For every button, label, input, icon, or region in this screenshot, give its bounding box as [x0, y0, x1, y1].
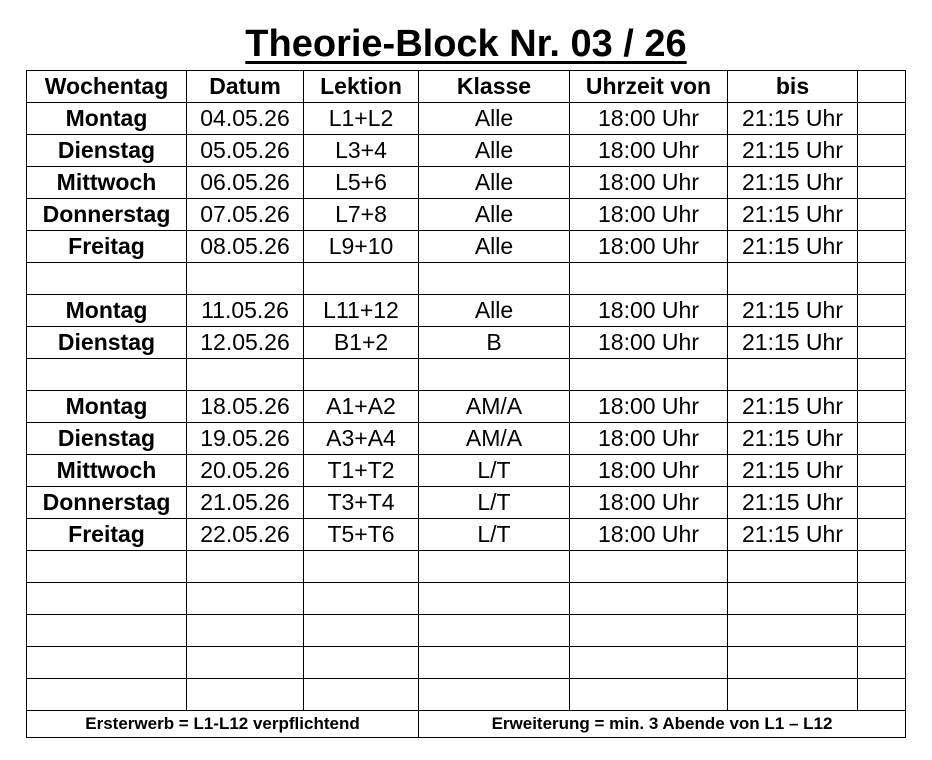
cell-bis: 21:15 Uhr [728, 103, 858, 135]
cell-klasse: Alle [419, 135, 570, 167]
cell-wochentag: Mittwoch [27, 455, 187, 487]
cell-datum [187, 551, 304, 583]
cell-lektion: A3+A4 [304, 423, 419, 455]
cell-klasse [419, 647, 570, 679]
cell-uhrzeit-von: 18:00 Uhr [570, 135, 728, 167]
cell-bis [728, 647, 858, 679]
table-row [27, 679, 906, 711]
cell-klasse: Alle [419, 231, 570, 263]
table-row [27, 391, 906, 423]
table-row [27, 135, 906, 167]
cell-uhrzeit-von: 18:00 Uhr [570, 295, 728, 327]
cell-wochentag: Freitag [27, 231, 187, 263]
cell-uhrzeit-von: 18:00 Uhr [570, 167, 728, 199]
cell-klasse: Alle [419, 199, 570, 231]
cell-datum: 06.05.26 [187, 167, 304, 199]
cell-datum [187, 263, 304, 295]
column-header-bis: bis [728, 71, 858, 103]
cell-lektion: B1+2 [304, 327, 419, 359]
cell-extra [858, 295, 906, 327]
cell-extra [858, 583, 906, 615]
cell-lektion: L5+6 [304, 167, 419, 199]
cell-lektion: L9+10 [304, 231, 419, 263]
cell-uhrzeit-von: 18:00 Uhr [570, 327, 728, 359]
cell-klasse: L/T [419, 487, 570, 519]
cell-bis: 21:15 Uhr [728, 199, 858, 231]
cell-wochentag: Montag [27, 391, 187, 423]
cell-lektion [304, 647, 419, 679]
cell-bis [728, 263, 858, 295]
cell-extra [858, 647, 906, 679]
table-row [27, 423, 906, 455]
cell-datum [187, 647, 304, 679]
cell-wochentag [27, 647, 187, 679]
cell-lektion: L1+L2 [304, 103, 419, 135]
table-body [27, 103, 906, 711]
cell-wochentag [27, 583, 187, 615]
cell-wochentag [27, 615, 187, 647]
table-row [27, 359, 906, 391]
cell-lektion [304, 679, 419, 711]
page-title-text: Theorie-Block Nr. 03 / 26 [245, 23, 687, 65]
cell-wochentag: Dienstag [27, 327, 187, 359]
cell-extra [858, 519, 906, 551]
cell-bis [728, 583, 858, 615]
cell-wochentag: Montag [27, 295, 187, 327]
cell-klasse [419, 679, 570, 711]
cell-wochentag: Freitag [27, 519, 187, 551]
cell-lektion: L11+12 [304, 295, 419, 327]
cell-bis: 21:15 Uhr [728, 167, 858, 199]
table-row [27, 295, 906, 327]
cell-lektion: L7+8 [304, 199, 419, 231]
table-row [27, 167, 906, 199]
cell-uhrzeit-von: 18:00 Uhr [570, 231, 728, 263]
cell-wochentag: Donnerstag [27, 199, 187, 231]
cell-uhrzeit-von: 18:00 Uhr [570, 519, 728, 551]
cell-klasse: AM/A [419, 423, 570, 455]
cell-lektion [304, 615, 419, 647]
cell-extra [858, 199, 906, 231]
cell-uhrzeit-von: 18:00 Uhr [570, 455, 728, 487]
cell-bis: 21:15 Uhr [728, 391, 858, 423]
cell-lektion: T3+T4 [304, 487, 419, 519]
cell-datum: 11.05.26 [187, 295, 304, 327]
cell-lektion: A1+A2 [304, 391, 419, 423]
cell-uhrzeit-von [570, 263, 728, 295]
cell-klasse [419, 551, 570, 583]
cell-wochentag: Mittwoch [27, 167, 187, 199]
cell-uhrzeit-von: 18:00 Uhr [570, 199, 728, 231]
cell-datum: 05.05.26 [187, 135, 304, 167]
cell-klasse: AM/A [419, 391, 570, 423]
cell-lektion [304, 551, 419, 583]
cell-datum: 04.05.26 [187, 103, 304, 135]
table-header-row [27, 71, 906, 103]
table-row [27, 647, 906, 679]
column-header-datum: Datum [187, 71, 304, 103]
cell-wochentag: Dienstag [27, 423, 187, 455]
cell-klasse [419, 583, 570, 615]
cell-uhrzeit-von [570, 551, 728, 583]
table-row [27, 327, 906, 359]
cell-datum: 12.05.26 [187, 327, 304, 359]
table-row [27, 551, 906, 583]
table-row [27, 615, 906, 647]
cell-extra [858, 679, 906, 711]
cell-extra [858, 551, 906, 583]
cell-uhrzeit-von [570, 647, 728, 679]
cell-extra [858, 615, 906, 647]
cell-extra [858, 263, 906, 295]
table-row [27, 455, 906, 487]
cell-bis: 21:15 Uhr [728, 135, 858, 167]
cell-bis: 21:15 Uhr [728, 455, 858, 487]
cell-bis [728, 359, 858, 391]
cell-klasse: L/T [419, 455, 570, 487]
table-row [27, 487, 906, 519]
cell-bis: 21:15 Uhr [728, 327, 858, 359]
cell-wochentag [27, 551, 187, 583]
cell-klasse: L/T [419, 519, 570, 551]
cell-bis: 21:15 Uhr [728, 295, 858, 327]
table-row [27, 199, 906, 231]
cell-bis [728, 679, 858, 711]
cell-extra [858, 455, 906, 487]
cell-lektion [304, 359, 419, 391]
page-title [0, 22, 932, 66]
cell-uhrzeit-von: 18:00 Uhr [570, 487, 728, 519]
cell-wochentag [27, 263, 187, 295]
cell-klasse [419, 263, 570, 295]
cell-uhrzeit-von [570, 583, 728, 615]
cell-datum: 18.05.26 [187, 391, 304, 423]
column-header-klasse: Klasse [419, 71, 570, 103]
table-row [27, 519, 906, 551]
cell-datum [187, 615, 304, 647]
column-header-lektion: Lektion [304, 71, 419, 103]
cell-bis: 21:15 Uhr [728, 519, 858, 551]
cell-datum: 20.05.26 [187, 455, 304, 487]
cell-klasse: Alle [419, 167, 570, 199]
cell-extra [858, 359, 906, 391]
cell-klasse: Alle [419, 295, 570, 327]
cell-bis: 21:15 Uhr [728, 231, 858, 263]
cell-wochentag: Montag [27, 103, 187, 135]
cell-lektion [304, 263, 419, 295]
cell-uhrzeit-von: 18:00 Uhr [570, 423, 728, 455]
table-footer-row [27, 711, 906, 738]
schedule-table [26, 70, 906, 738]
cell-klasse [419, 615, 570, 647]
cell-wochentag: Donnerstag [27, 487, 187, 519]
cell-klasse [419, 359, 570, 391]
cell-wochentag: Dienstag [27, 135, 187, 167]
cell-datum: 22.05.26 [187, 519, 304, 551]
cell-datum [187, 679, 304, 711]
table-row [27, 231, 906, 263]
cell-datum: 21.05.26 [187, 487, 304, 519]
cell-bis [728, 551, 858, 583]
cell-extra [858, 487, 906, 519]
cell-extra [858, 423, 906, 455]
cell-uhrzeit-von: 18:00 Uhr [570, 391, 728, 423]
cell-uhrzeit-von [570, 615, 728, 647]
cell-extra [858, 231, 906, 263]
cell-extra [858, 167, 906, 199]
cell-lektion [304, 583, 419, 615]
footer-erweiterung-note: Erweiterung = min. 3 Abende von L1 – L12 [419, 711, 906, 738]
cell-bis: 21:15 Uhr [728, 423, 858, 455]
cell-wochentag [27, 359, 187, 391]
cell-datum: 08.05.26 [187, 231, 304, 263]
cell-datum: 19.05.26 [187, 423, 304, 455]
column-header-uhrzeit-von: Uhrzeit von [570, 71, 728, 103]
cell-extra [858, 327, 906, 359]
cell-uhrzeit-von [570, 359, 728, 391]
cell-lektion: T5+T6 [304, 519, 419, 551]
cell-lektion: T1+T2 [304, 455, 419, 487]
cell-bis: 21:15 Uhr [728, 487, 858, 519]
cell-uhrzeit-von [570, 679, 728, 711]
cell-lektion: L3+4 [304, 135, 419, 167]
cell-wochentag [27, 679, 187, 711]
cell-extra [858, 103, 906, 135]
cell-bis [728, 615, 858, 647]
cell-uhrzeit-von: 18:00 Uhr [570, 103, 728, 135]
cell-datum [187, 359, 304, 391]
table-row [27, 103, 906, 135]
table-row [27, 583, 906, 615]
cell-datum: 07.05.26 [187, 199, 304, 231]
column-header-extra [858, 71, 906, 103]
cell-klasse: B [419, 327, 570, 359]
footer-ersterwerb-note: Ersterwerb = L1-L12 verpflichtend [27, 711, 419, 738]
cell-extra [858, 391, 906, 423]
cell-klasse: Alle [419, 103, 570, 135]
table-row [27, 263, 906, 295]
cell-extra [858, 135, 906, 167]
column-header-wochentag: Wochentag [27, 71, 187, 103]
cell-datum [187, 583, 304, 615]
